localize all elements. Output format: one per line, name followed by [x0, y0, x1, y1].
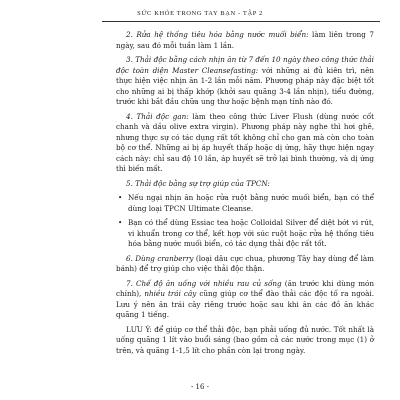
page-number: - 16 -: [190, 383, 210, 391]
note-paragraph: [116, 325, 374, 357]
section-7-label-b: nhiều trái cây: [144, 289, 197, 298]
section-6-label: 6. Dùng cranberry: [126, 253, 194, 263]
section-2: [116, 30, 374, 51]
note-prefix: LƯU Ý:: [126, 324, 152, 334]
list-item: [118, 218, 374, 250]
section-6-text: (loại dâu cực chua, phương Tây hay dùng để làm bánh) để trợ giúp cho việc thải độc thận.: [116, 253, 374, 273]
section-3: [116, 55, 374, 108]
page-body: [116, 30, 374, 360]
header-rule: [102, 21, 380, 22]
list-item: [118, 193, 374, 214]
section-5-list: [116, 193, 374, 250]
section-7: [116, 279, 374, 321]
section-4: [116, 112, 374, 175]
section-3-text: với những ai đủ kiên trì, nên thực hiện việc nhịn ăn 1-2 lần mỗi năm. Phương pháp này đặc biệt tốt cho những ai bị thấp khớp (khởi sau quãng 3-4 lần nhịn), tiểu đường, trước khi bắt đầu chữa ung thư hoặc bệnh mạn tính nào đó.: [116, 65, 374, 106]
bullet-icon: •: [118, 193, 123, 202]
section-5: [116, 179, 374, 190]
section-7-text-a: (ăn trước khi dùng món chính),: [116, 278, 374, 298]
section-2-text: làm liên trong 7 ngày, sau đó mỗi tuần làm 1 lần.: [116, 30, 374, 50]
section-4-label: 4. Thải độc gan:: [126, 111, 189, 121]
list-item-text: Nếu ngại nhịn ăn hoặc rửa ruột bằng nước muối biển, bạn có thể dùng loại TPCN Ultimate Cleanse.: [128, 193, 374, 213]
section-2-label: 2. Rửa hệ thống tiêu hóa bằng nước muối biển:: [126, 30, 309, 39]
section-7-text-b: cũng giúp cơ thể đào thải các độc tố ra ngoài. Lưu ý nên ăn trái cây riêng trước hoặc sau khi ăn các đồ ăn khác quãng 1 tiếng.: [116, 289, 374, 319]
bullet-icon: •: [118, 218, 123, 227]
section-5-label: 5. Thải độc bằng sự trợ giúp của TPCN:: [126, 178, 270, 188]
running-header: SỨC KHỎE TRONG TAY BẠN - TẬP 2: [137, 10, 263, 17]
section-6: [116, 254, 374, 275]
section-4-text: làm theo công thức Liver Flush (dùng nước cốt chanh và dầu olive extra virgin). Phương pháp này nghe thì hơi ghê, nhưng thực sự có tác dụng rất tốt không chỉ cho gan mà còn cho toàn bộ cơ thể. Những ai bị áp huyết thấp hoặc dị ứng, hãy thực hiện ngay cách này: chỉ sau độ 10 lần, áp huyết sẽ trở lại bình thường, và dị ứng thì biến mất.: [116, 111, 375, 173]
section-7-label-a: 7. Chế độ ăn uống với nhiều rau củ sống: [126, 278, 282, 288]
section-3-label: 3. Thải độc bằng cách nhịn ăn từ 7 đến 10 ngày theo công thức thải độc toàn diện Master Cleansefasting:: [116, 55, 374, 75]
note-text: để giúp cơ thể thải độc, bạn phải uống đủ nước. Tốt nhất là uống quãng 1 lít vào buổi sáng (bao gồm cả các nước trong mục (1) ở trên, và quãng 1-1,5 lít cho phần còn lại trong ngày.: [116, 324, 375, 355]
list-item-text: Bạn có thể dùng Essiac tea hoặc Colloidal Silver để diệt bớt vi rút, vi khuẩn trong cơ thể, kết hợp với súc ruột hoặc rửa hệ thống tiêu hóa bằng nước muối biển, có tác dụng thải độc rất tốt.: [128, 218, 374, 248]
